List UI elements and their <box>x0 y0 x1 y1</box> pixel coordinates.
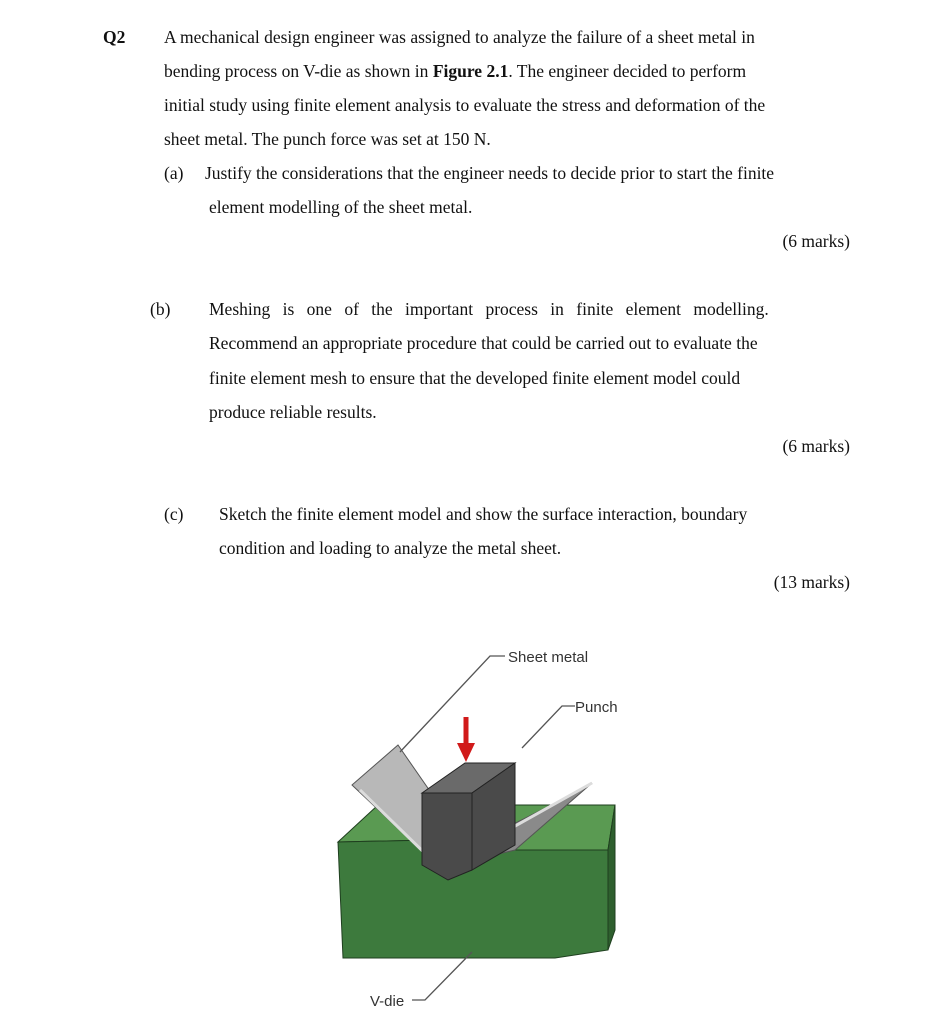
part-c-line-2: condition and loading to analyze the metal sheet. <box>219 538 562 558</box>
punch-leader-line <box>522 706 575 748</box>
part-a-line-2: element modelling of the sheet metal. <box>209 197 473 217</box>
v-die-bending-figure <box>300 630 660 1024</box>
intro-line-2: bending process on V-die as shown in Figure 2.1. The engineer decided to perform <box>164 61 747 81</box>
part-a-label: (a) <box>164 163 184 183</box>
v-die-leader-line <box>412 952 472 1000</box>
punch-force-arrow-head <box>457 743 475 762</box>
figure-reference: Figure 2.1 <box>432 61 509 81</box>
intro-line-4: sheet metal. The punch force was set at 150 N. <box>164 129 491 149</box>
question-number: Q2 <box>103 27 126 47</box>
punch-front-face <box>422 793 472 880</box>
intro-line-1: A mechanical design engineer was assigned to analyze the failure of a sheet metal in <box>164 27 755 47</box>
punch-label: Punch <box>575 699 618 716</box>
intro-line-3: initial study using finite element analysis to evaluate the stress and deformation of the <box>164 95 766 115</box>
part-b-marks: (6 marks) <box>782 436 850 456</box>
part-c-line-1: Sketch the finite element model and show the surface interaction, boundary <box>219 504 748 524</box>
part-b-line-1: Meshing is one of the important process in finite element modelling. <box>209 299 769 319</box>
part-b-line-3: finite element mesh to ensure that the developed finite element model could <box>209 368 741 388</box>
sheet-metal-leader-line <box>400 656 505 752</box>
part-c-label: (c) <box>164 504 184 524</box>
sheet-metal-label: Sheet metal <box>508 649 589 666</box>
v-die-label: V-die <box>370 993 405 1010</box>
part-b-line-2: Recommend an appropriate procedure that could be carried out to evaluate the <box>209 333 758 353</box>
part-b-label: (b) <box>150 299 171 319</box>
part-a-line-1: Justify the considerations that the engineer needs to decide prior to start the finite <box>205 163 775 183</box>
part-b-line-4: produce reliable results. <box>209 402 377 422</box>
part-a-marks: (6 marks) <box>782 231 850 251</box>
part-c-marks: (13 marks) <box>773 572 850 592</box>
